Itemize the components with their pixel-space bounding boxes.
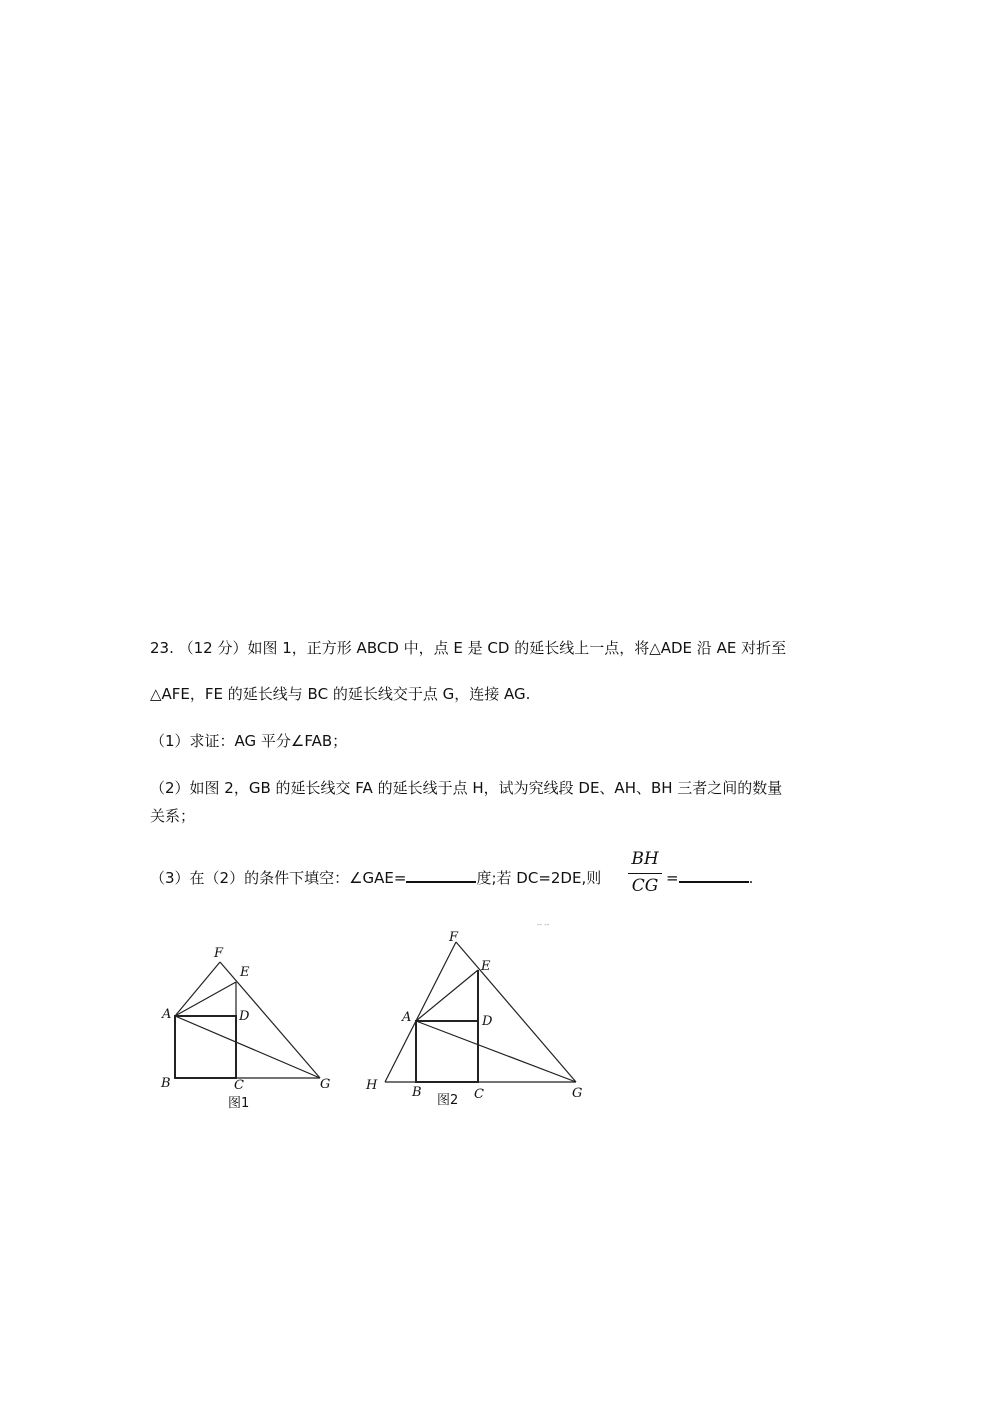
label-b: B	[161, 1076, 171, 1091]
label-d: D	[239, 1009, 250, 1024]
figure-1-labels	[160, 946, 330, 1111]
part-2-line-1: （2）如图 2，GB 的延长线交 FA 的延长线于点 H，试为究线段 DE、AH、BH 三者之间的数量	[150, 779, 783, 797]
label-b-2: B	[412, 1085, 422, 1100]
label-h-2: H	[366, 1078, 378, 1093]
segment-ae	[175, 982, 236, 1016]
figure-2-caption: 图2	[437, 1093, 459, 1108]
label-a: A	[162, 1007, 172, 1022]
part-1: （1）求证：AG 平分∠FAB；	[150, 732, 348, 750]
figure-1-caption: 图1	[228, 1096, 250, 1111]
label-d-2: D	[482, 1014, 493, 1029]
label-c-2: C	[474, 1087, 484, 1102]
part-2-line-2: 关系；	[150, 807, 196, 825]
square-abcd	[175, 1016, 236, 1078]
label-e-2: E	[481, 959, 491, 974]
question-line-1: 23. （12 分）如图 1，正方形 ABCD 中，点 E 是 CD 的延长线上一点，将△ADE 沿 AE 对折至	[150, 639, 787, 657]
segment-ag	[175, 1016, 320, 1078]
part-3-end: .	[748, 869, 754, 887]
square-abcd-2	[416, 1021, 478, 1082]
label-e: E	[240, 965, 250, 980]
label-f-2: F	[449, 930, 459, 945]
fraction-numerator: BH	[631, 849, 659, 869]
fraction-denominator: CG	[631, 876, 659, 896]
equals-sign: =	[666, 869, 679, 887]
stray-mark: -- --	[537, 921, 550, 929]
label-g: G	[320, 1077, 331, 1092]
part-3-prefix: （3）在（2）的条件下填空：∠GAE=	[150, 869, 407, 887]
segment-hf	[385, 942, 456, 1082]
segment-fg-2	[456, 942, 576, 1082]
part-3-mid: 度;若 DC=2DE,则	[476, 869, 602, 887]
label-g-2: G	[572, 1086, 583, 1101]
segment-ae-2	[416, 970, 478, 1021]
label-c: C	[234, 1078, 244, 1093]
label-f: F	[214, 946, 224, 961]
question-line-2: △AFE，FE 的延长线与 BC 的延长线交于点 G，连接 AG.	[150, 685, 531, 703]
label-a-2: A	[402, 1010, 412, 1025]
segment-af	[175, 962, 220, 1016]
segment-ag-2	[416, 1021, 576, 1082]
